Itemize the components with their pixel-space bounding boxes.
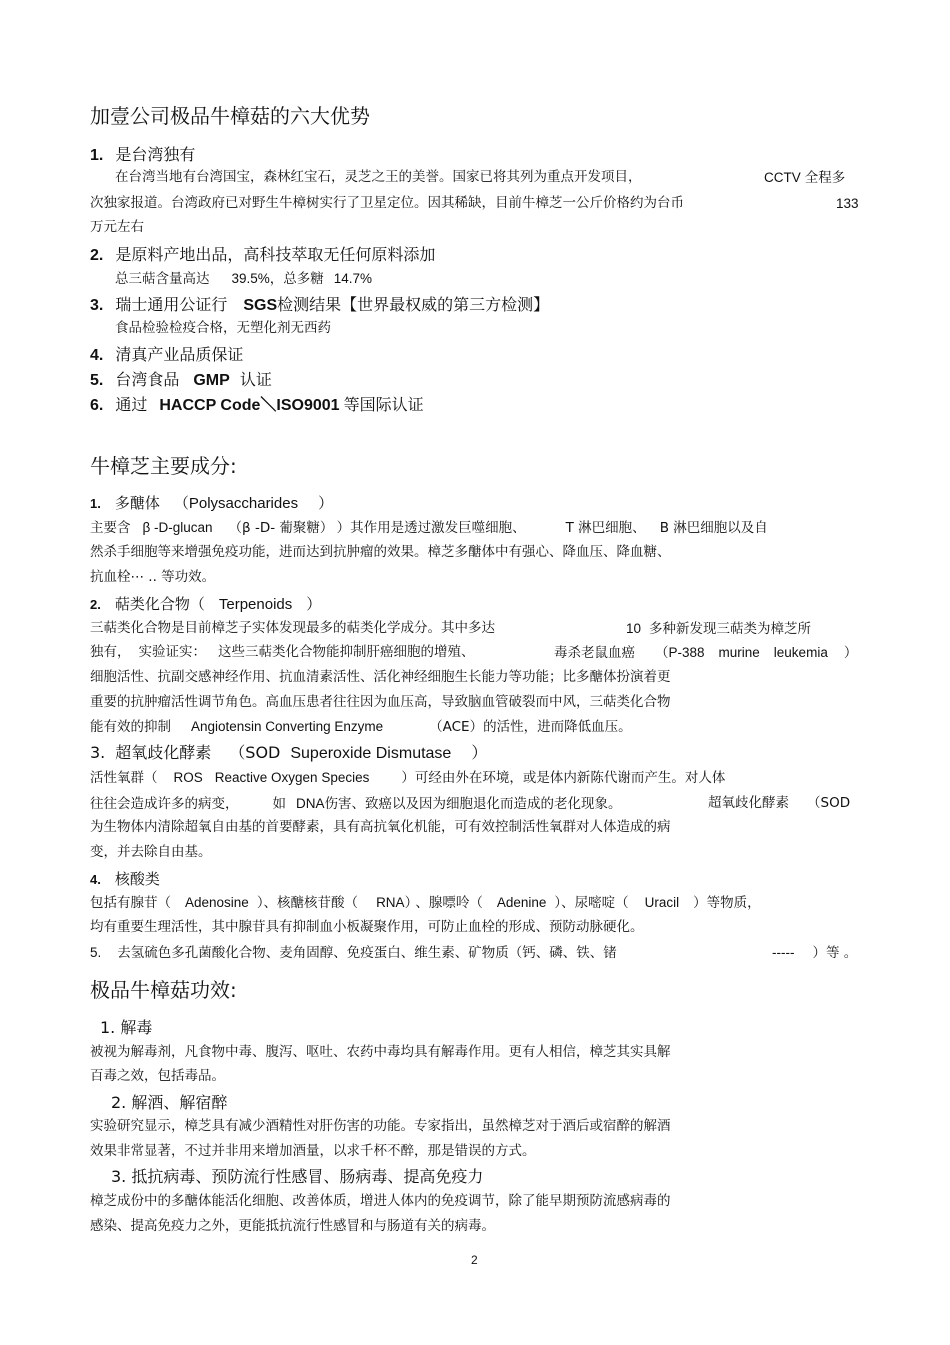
list-number: 3. (90, 297, 104, 314)
effect-1-line-2: 百毒之效，包括毒品。 (90, 1068, 225, 1084)
text: B 淋巴细胞以及自 (659, 520, 768, 536)
text: Terpenoids (218, 596, 293, 613)
text: 去氢硫色多孔菌酸化合物、麦角固醇、免疫蛋白、维生素、矿物质（钙、磷、铁、锗 (117, 945, 617, 961)
text: ----- (772, 945, 795, 960)
text: T 淋巴细胞、 (565, 520, 646, 536)
component-2-line-1b (626, 622, 811, 637)
text: ROS (173, 770, 203, 785)
component-3-line-1 (90, 771, 725, 786)
component-3-line-3: 为生物体内清除超氧自由基的首要酵素，具有高抗氧化机能，可有效控制活性氧群对人体造成的病 (90, 819, 671, 835)
text: 萜类化合物（ (114, 595, 205, 613)
advantage-3-detail: 食品检验检疫合格，无塑化剂无西药 (115, 320, 331, 336)
list-number: 1. (90, 147, 104, 164)
text: 多种新发现三萜类为樟芝所 (649, 621, 812, 637)
text: 多醣体 (114, 494, 160, 512)
component-2-line-2 (90, 646, 475, 660)
advantage-4 (90, 347, 243, 364)
effect-2-line-1: 实验研究显示，樟芝具有减少酒精性对肝伤害的功能。专家指出，虽然樟芝对于酒后或宿醉的解酒 (90, 1118, 671, 1134)
text: 台湾食品 (115, 370, 180, 389)
effect-3-title: 3. 抵抗病毒、预防流行性感冒、肠病毒、提高免疫力 (111, 1167, 484, 1186)
section-title-components: 牛樟芝主要成分: (90, 454, 237, 478)
advantage-1-line-2: 次独家报道。台湾政府已对野生牛樟树实行了卫星定位。因其稀缺，目前牛樟芝一公斤价格约为台币 (90, 195, 684, 211)
text: ） (843, 645, 858, 661)
text: HACCP Code＼ISO9001 (159, 397, 340, 414)
text: 活性氧群（ (90, 770, 158, 786)
advantage-1-line-1 (115, 171, 642, 185)
text: 总三萜含量高达 (115, 271, 210, 287)
text: ） (471, 743, 488, 762)
section-title-advantages: 加壹公司极品牛樟菇的六大优势 (90, 104, 370, 128)
text: Uracil (644, 895, 680, 910)
text: ）、核醣核苷酸（ (256, 895, 359, 911)
text: ） (318, 494, 334, 512)
text: 超氧歧化酵素 (115, 743, 212, 762)
text: 能有效的抑制 (90, 719, 171, 735)
text: CCTV (764, 170, 801, 185)
page-number: 2 (471, 1253, 478, 1267)
text: Superoxide Dismutase (290, 745, 452, 762)
text: 10 (626, 621, 642, 636)
text: （P-388 (655, 645, 705, 660)
advantage-3 (90, 297, 549, 314)
text: 主要含 (90, 520, 131, 536)
component-2-line-5 (90, 720, 632, 735)
text: 独有， (90, 644, 131, 660)
list-number: 2. (90, 597, 101, 612)
text: （SOD (229, 743, 281, 762)
text: leukemia (773, 645, 828, 660)
component-2-line-1a: 三萜类化合物是目前樟芝子实体发现最多的萜类化学成分。其中多达 (90, 620, 495, 636)
text: 14.7% (333, 271, 373, 286)
text: 在台湾当地有台湾国宝，森林红宝石，灵芝之王的美誉。国家已将其列为重点开发项目， (115, 169, 642, 185)
component-3-line-2b (708, 797, 850, 811)
effect-3-line-2: 感染、提高免疫力之外，更能抵抗流行性感冒和与肠道有关的病毒。 (90, 1218, 495, 1234)
list-number: 2. (90, 247, 104, 264)
text: （SOD (807, 795, 851, 811)
advantage-1-line-2b: 133 (836, 196, 859, 211)
component-4-heading (90, 872, 160, 887)
text: 毒杀老鼠血癌 (554, 645, 635, 661)
text: DNA伤害、致癌以及因为细胞退化而造成的老化现象。 (296, 796, 622, 811)
text: ）等 。 (812, 945, 858, 961)
text: 通过 (115, 395, 148, 414)
text: ）可经由外在环境，或是体内新陈代谢而产生。对人体 (401, 770, 726, 786)
text: 清真产业品质保证 (115, 345, 244, 364)
list-number: 4. (90, 347, 104, 364)
list-number: 6. (90, 397, 104, 414)
effect-1-line-1: 被视为解毒剂，凡食物中毒、腹泻、呕吐、农药中毒均具有解毒作用。更有人相信，樟芝其实具解 (90, 1044, 671, 1060)
text: 如 (272, 796, 286, 812)
component-2-line-4: 重要的抗肿瘤活性调节角色。高血压患者往往因为血压高，导致脑血管破裂而中风，三萜类化合物 (90, 694, 671, 710)
text: Reactive Oxygen Species (214, 770, 370, 785)
component-4-line-1 (90, 896, 761, 911)
advantage-1 (90, 147, 195, 164)
advantage-1-line-1b (764, 171, 845, 186)
text: Angiotensin Converting Enzyme (191, 719, 384, 734)
text: ）其作用是透过激发巨噬细胞、 (336, 520, 526, 536)
text: Adenosine (185, 895, 249, 910)
component-1-line-3: 抗血栓⋯ .. 等功效。 (90, 569, 216, 585)
component-1-heading (90, 496, 333, 511)
advantage-1-text: 是台湾独有 (115, 145, 196, 164)
text: GMP (193, 372, 230, 389)
text: 、腺嘌呤（ (415, 895, 483, 911)
text: 往往会造成许多的病变， (90, 796, 239, 812)
text: （β -D- 葡聚糖） (228, 520, 327, 536)
component-2-heading (90, 597, 321, 612)
effect-1-title: 1. 解毒 (100, 1018, 153, 1037)
text: 等国际认证 (343, 395, 424, 414)
component-3-line-4: 变，并去除自由基。 (90, 844, 212, 860)
text: Adenine (496, 895, 547, 910)
advantage-5 (90, 372, 272, 389)
text: （Polysaccharides (173, 495, 299, 512)
text: ）、尿嘧啶（ (554, 895, 629, 911)
component-2-line-2b (554, 646, 857, 661)
component-2-line-3: 细胞活性、抗副交感神经作用、抗血清素活性、活化神经细胞生长能力等功能；比多醣体扮演着更 (90, 669, 671, 685)
text: 瑞士通用公证行 (115, 295, 228, 314)
advantage-6 (90, 397, 424, 414)
text: 实验证实： (138, 644, 206, 660)
text: （ACE）的活性，进而降低血压。 (429, 719, 632, 735)
component-1-line-2: 然杀手细胞等来增强免疫功能，进而达到抗肿瘤的效果。樟芝多醣体中有强心、降血压、降血糖、 (90, 544, 671, 560)
text: 超氧歧化酵素 (708, 795, 789, 811)
component-5-line-end (772, 946, 857, 961)
advantage-2-detail (115, 272, 372, 287)
advantage-2-text: 是原料产地出品，高科技萃取无任何原料添加 (115, 245, 436, 264)
list-number: 4. (90, 872, 101, 887)
text: 认证 (239, 370, 272, 389)
list-number: 3. (90, 743, 106, 762)
component-3-heading (90, 745, 487, 762)
text: 检测结果【世界最权威的第三方检测】 (277, 295, 550, 314)
component-3-line-2 (90, 797, 622, 812)
text: β -D-glucan (142, 520, 213, 535)
component-4-line-2: 均有重要生理活性，其中腺苷具有抑制血小板凝聚作用，可防止血栓的形成、预防动脉硬化。 (90, 919, 644, 935)
advantage-1-line-3: 万元左右 (90, 219, 144, 235)
text: 这些三萜类化合物能抑制肝癌细胞的增殖、 (218, 644, 475, 660)
text: ） (306, 595, 322, 613)
text: RNA） (376, 895, 412, 910)
section-title-effects: 极品牛樟菇功效: (90, 978, 237, 1002)
text: murine (718, 645, 760, 660)
list-number: 5. (90, 372, 104, 389)
advantage-2 (90, 247, 435, 264)
text: 包括有腺苷（ (90, 895, 171, 911)
effect-2-title: 2. 解酒、解宿醉 (111, 1093, 228, 1112)
text: SGS (243, 297, 278, 314)
text: 全程多 (804, 170, 846, 186)
list-number: 1. (90, 496, 101, 511)
component-5-line (90, 946, 617, 961)
component-1-line-1 (90, 521, 768, 536)
list-number: 5. (90, 945, 102, 960)
effect-2-line-2: 效果非常显著，不过并非用来增加酒量，以求千杯不醉，那是错误的方式。 (90, 1143, 536, 1159)
text: 核酸类 (114, 870, 160, 888)
text: ）等物质， (693, 895, 761, 911)
text: 39.5%，总多糖 (231, 271, 324, 286)
effect-3-line-1: 樟芝成份中的多醣体能活化细胞、改善体质，增进人体内的免疫调节，除了能早期预防流感病毒的 (90, 1193, 671, 1209)
